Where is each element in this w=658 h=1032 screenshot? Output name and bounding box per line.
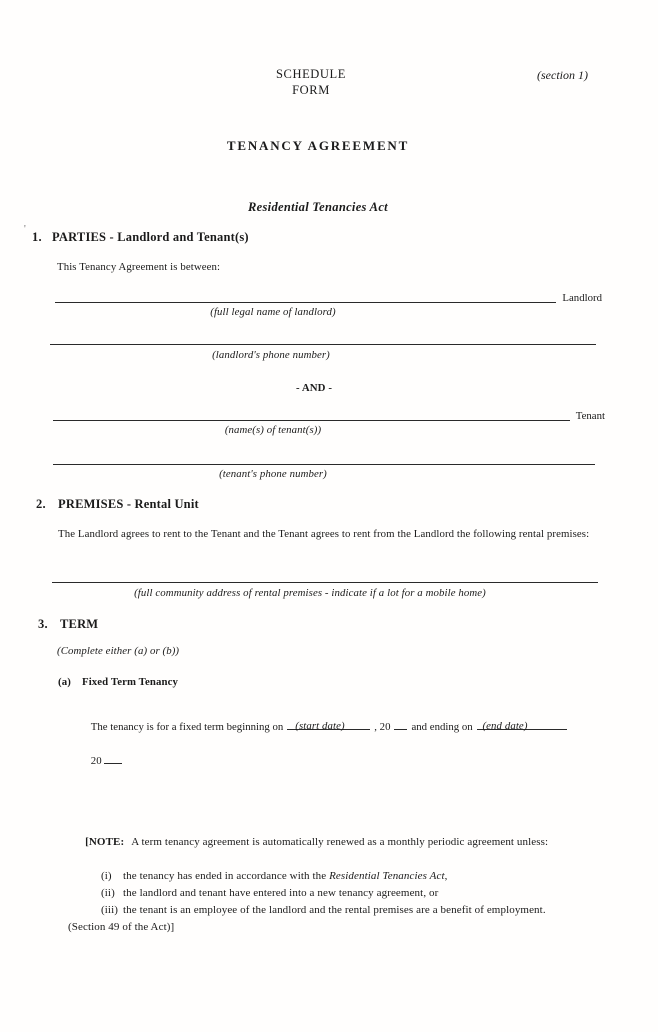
fixed-term-text-1: The tenancy is for a fixed term beginning on <box>90 721 284 733</box>
end-year-row <box>80 736 126 785</box>
renewal-note <box>68 817 608 936</box>
tenant-name-caption: (name(s) of tenant(s)) <box>224 424 322 436</box>
act-title: Residential Tenancies Act <box>248 200 388 214</box>
and-separator: - AND - <box>295 382 333 394</box>
start-date-caption: (start date) <box>295 720 345 732</box>
end-year-prefix: 20 <box>90 755 102 767</box>
end-date-caption: (end date) <box>482 720 528 732</box>
landlord-phone-field[interactable] <box>50 331 596 345</box>
landlord-name-row <box>55 289 602 303</box>
option-a-heading <box>58 673 178 691</box>
document-title: TENANCY AGREEMENT <box>226 138 410 153</box>
note-intro <box>68 817 608 868</box>
form-heading: FORM <box>292 83 330 97</box>
tenant-phone-caption: (tenant's phone number) <box>219 468 327 480</box>
note-item-1-before: the tenancy has ended in accordance with the <box>123 870 330 882</box>
scan-artifact-mark: ' <box>24 224 26 235</box>
section-premises-title: PREMISES - Rental Unit <box>58 497 199 511</box>
option-a-marker: (a) <box>58 676 71 688</box>
schedule-form-header <box>0 66 622 98</box>
premises-address-caption: (full community address of rental premises - indicate if a lot for a mobile home) <box>134 587 486 599</box>
note-item-1-after: , <box>444 870 448 882</box>
note-item-2 <box>101 885 608 902</box>
section-parties-number: 1. <box>32 230 42 244</box>
note-item-1-marker: (i) <box>101 870 112 882</box>
note-item-1 <box>101 868 608 885</box>
landlord-name-field[interactable] <box>55 289 556 303</box>
note-item-3-marker: (iii) <box>101 904 118 916</box>
note-item-1-act-name: Residential Tenancies Act <box>329 870 445 882</box>
option-a-title: Fixed Term Tenancy <box>82 676 178 688</box>
premises-address-field[interactable] <box>52 569 598 583</box>
note-item-1-text <box>123 868 608 885</box>
end-year-field[interactable] <box>104 752 122 764</box>
section-premises-heading <box>36 497 199 512</box>
section-term-heading <box>38 617 98 632</box>
note-closing: (Section 49 of the Act)] <box>68 921 175 933</box>
tenant-name-field[interactable] <box>53 407 570 421</box>
note-item-2-before: the landlord and tenant have entered into a new tenancy agreement, or <box>123 887 439 899</box>
note-item-3 <box>101 902 608 919</box>
section-parties-heading <box>32 230 249 245</box>
note-intro-text: A term tenancy agreement is automatically renewed as a monthly periodic agreement unless: <box>131 836 549 848</box>
tenant-phone-field[interactable] <box>53 451 595 465</box>
note-item-2-text <box>123 885 608 902</box>
note-label: [NOTE: <box>85 836 125 848</box>
tenant-name-row <box>53 407 605 421</box>
fixed-term-text-3: and ending on <box>411 721 473 733</box>
section-premises-number: 2. <box>36 497 46 511</box>
start-year-field[interactable] <box>394 718 407 730</box>
premises-body: The Landlord agrees to rent to the Tenant and the Tenant agrees to rent from the Landlord the following rental premises: <box>58 528 590 540</box>
landlord-name-caption: (full legal name of landlord) <box>210 306 336 318</box>
landlord-label: Landlord <box>562 292 602 304</box>
landlord-phone-caption: (landlord's phone number) <box>212 349 330 361</box>
section-reference: (section 1) <box>537 68 588 82</box>
fixed-term-text-2: , 20 <box>374 721 391 733</box>
note-item-3-text <box>123 902 608 919</box>
parties-intro: This Tenancy Agreement is between: <box>57 261 221 273</box>
note-item-2-marker: (ii) <box>101 887 115 899</box>
section-term-title: TERM <box>60 617 99 631</box>
schedule-heading: SCHEDULE <box>275 67 347 81</box>
section-term-number: 3. <box>38 617 48 631</box>
note-item-3-before: the tenant is an employee of the landlord and the rental premises are a benefit of employment. <box>123 904 546 916</box>
term-instruction: (Complete either (a) or (b)) <box>57 645 180 657</box>
section-parties-title: PARTIES - Landlord and Tenant(s) <box>52 230 249 244</box>
tenant-label: Tenant <box>575 410 605 422</box>
